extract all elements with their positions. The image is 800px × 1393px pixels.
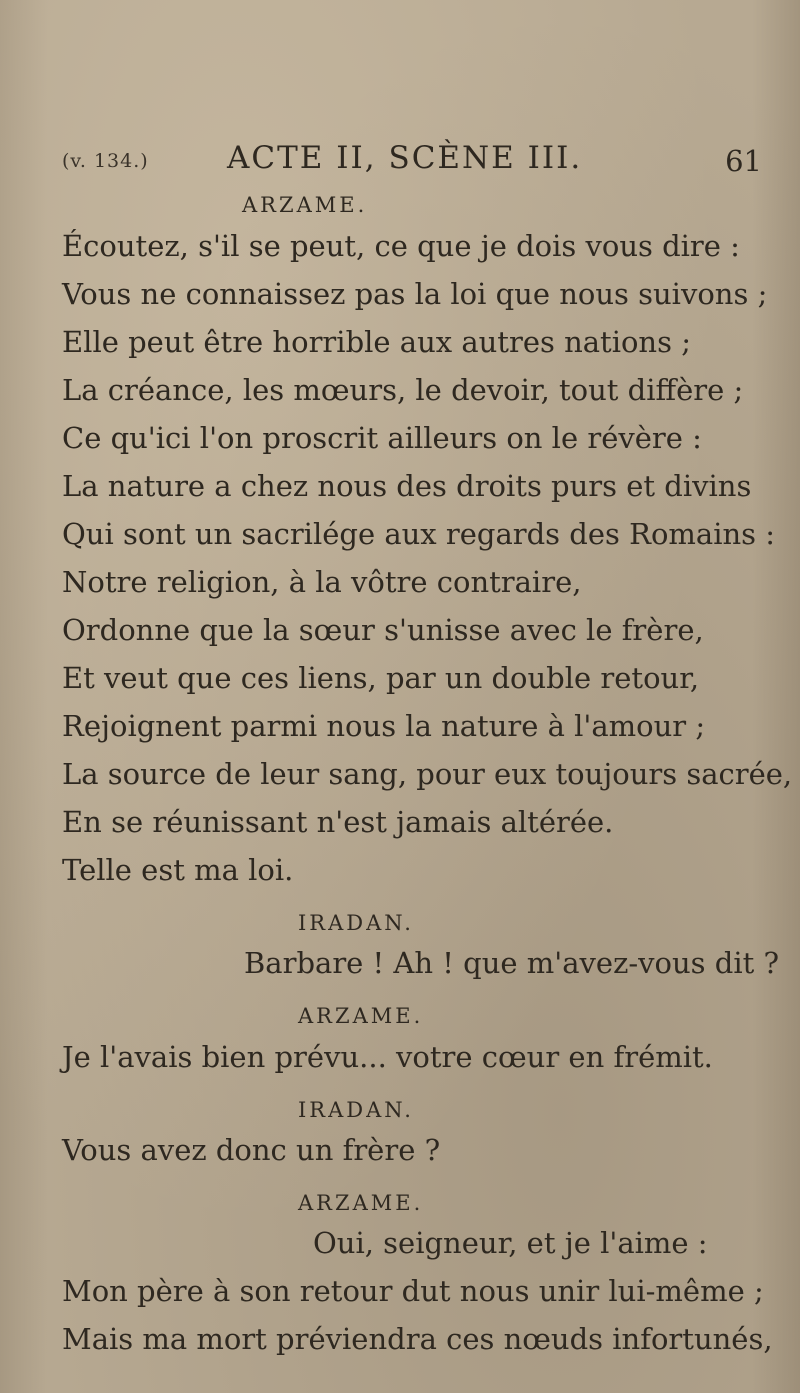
verse-line: Et veut que ces liens, par un double retour, [62, 661, 700, 695]
verse-line: Notre religion, à la vôtre contraire, [62, 565, 582, 599]
verse-line: Écoutez, s'il se peut, ce que je dois vous dire : [62, 229, 740, 263]
speaker-name: ARZAME. [298, 1004, 424, 1028]
verse-line: Telle est ma loi. [62, 853, 294, 887]
verse-line: Barbare ! Ah ! que m'avez-vous dit ? [244, 946, 780, 980]
verse-line: En se réunissant n'est jamais altérée. [62, 805, 614, 839]
verse-line: Oui, seigneur, et je l'aime : [313, 1226, 708, 1260]
page-number: 61 [725, 144, 762, 178]
speaker-name: ARZAME. [242, 193, 368, 217]
running-title: ACTE II, SCÈNE III. [227, 140, 583, 176]
verse-line: Qui sont un sacrilége aux regards des Romains : [62, 517, 776, 551]
verse-reference: (v. 134.) [62, 150, 149, 172]
verse-line: La source de leur sang, pour eux toujours sacrée, [62, 757, 793, 791]
verse-line: Mais ma mort préviendra ces nœuds infortunés, [62, 1322, 773, 1356]
speaker-name: IRADAN. [298, 911, 414, 935]
verse-line: Ordonne que la sœur s'unisse avec le frère, [62, 613, 704, 647]
page-header [62, 140, 762, 180]
verse-line: Mon père à son retour dut nous unir lui-même ; [62, 1274, 764, 1308]
verse-line: La créance, les mœurs, le devoir, tout diffère ; [62, 373, 744, 407]
verse-line: Je l'avais bien prévu... votre cœur en frémit. [62, 1040, 713, 1074]
verse-line: La nature a chez nous des droits purs et divins [62, 469, 752, 503]
verse-line: Vous avez donc un frère ? [62, 1133, 441, 1167]
verse-line: Ce qu'ici l'on proscrit ailleurs on le révère : [62, 421, 702, 455]
speaker-name: IRADAN. [298, 1098, 414, 1122]
verse-line: Elle peut être horrible aux autres nations ; [62, 325, 691, 359]
speaker-name: ARZAME. [298, 1191, 424, 1215]
verse-line: Rejoignent parmi nous la nature à l'amour ; [62, 709, 706, 743]
verse-line: Vous ne connaissez pas la loi que nous suivons ; [62, 277, 768, 311]
